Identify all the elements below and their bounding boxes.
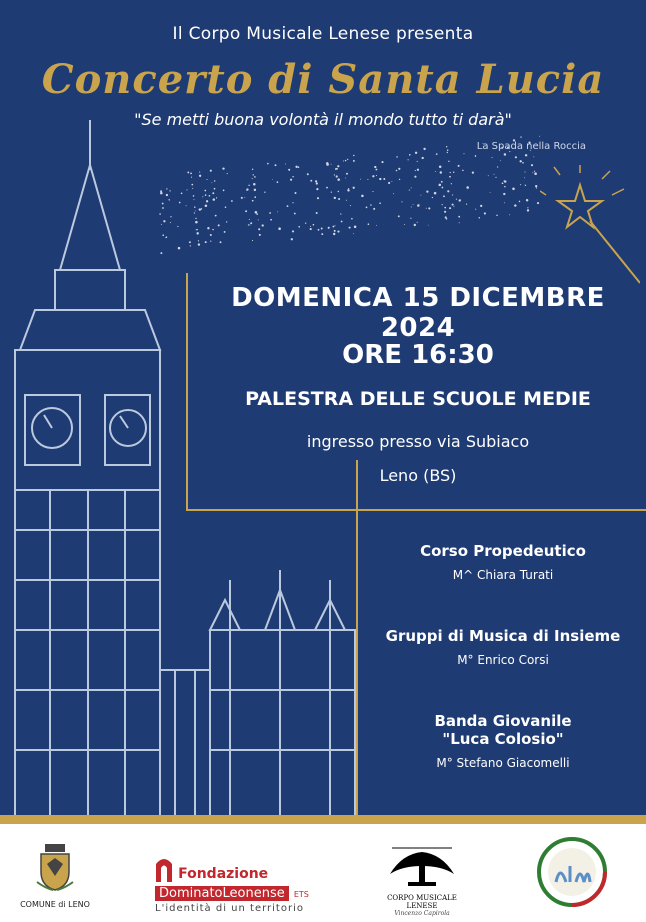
sparkle-dot (388, 182, 390, 184)
sparkle-dot (391, 181, 392, 182)
sparkle-dot (458, 216, 460, 218)
sparkle-dot (426, 190, 428, 192)
sparkle-dot (463, 153, 464, 154)
sparkle-dot (453, 206, 454, 207)
sponsor-footer (0, 824, 646, 922)
sparkle-dot (367, 179, 368, 180)
sparkle-dot (502, 182, 504, 184)
program-master: M° Stefano Giacomelli (436, 756, 570, 770)
sparkle-dot (396, 156, 398, 158)
sparkle-dot (422, 157, 424, 159)
sparkle-dot (411, 187, 412, 188)
sparkle-dot (524, 177, 525, 178)
sparkle-dot (525, 185, 526, 186)
sparkle-dot (531, 164, 533, 166)
sparkle-dot (398, 168, 400, 170)
sparkle-dot (379, 202, 381, 204)
coat-of-arms-icon (35, 842, 75, 892)
sparkle-dot (401, 201, 402, 202)
event-venue: PALESTRA DELLE SCUOLE MEDIE (245, 388, 591, 410)
sparkle-dot (376, 175, 377, 176)
gold-divider-vertical-lower (356, 460, 358, 815)
sparkle-dot (500, 160, 501, 161)
fondazione-logo (155, 854, 320, 914)
sparkle-dot (410, 218, 411, 219)
sparkle-dot (472, 171, 474, 173)
presenter-line: Il Corpo Musicale Lenese presenta (172, 24, 474, 44)
sparkle-dot (504, 202, 505, 203)
sparkle-dot (366, 207, 368, 209)
program-subtitle: "Luca Colosio" (442, 730, 564, 748)
sparkle-dot (488, 175, 489, 176)
sparkle-dot (453, 171, 454, 172)
association-seal-icon (536, 836, 608, 908)
sparkle-dot (415, 170, 416, 171)
sparkle-dot (494, 174, 495, 175)
sparkle-dot (446, 146, 447, 147)
sparkle-dot (444, 211, 446, 213)
program-item (360, 712, 646, 770)
sparkle-dot (527, 209, 529, 211)
dominato-word: DominatoLeonense (155, 886, 289, 901)
sparkle-dot (535, 185, 537, 187)
sparkle-dot (495, 177, 496, 178)
program-item (360, 542, 646, 582)
sparkle-dot (373, 208, 375, 210)
sparkle-dot (514, 204, 516, 206)
fondazione-word: Fondazione (178, 866, 269, 882)
sparkle-dot (475, 209, 476, 210)
sparkle-dot (426, 208, 427, 209)
magic-wand-star-icon (540, 165, 640, 285)
sparkle-dot (383, 178, 385, 180)
sparkle-dot (411, 207, 412, 208)
cml-name: CORPO MUSICALE LENESE (387, 894, 457, 910)
sparkle-dot (404, 224, 405, 225)
sparkle-dot (439, 166, 442, 169)
sparkle-dot (417, 222, 418, 223)
sparkle-dot (374, 166, 376, 168)
sparkle-dot (484, 212, 486, 214)
sparkle-dot (396, 170, 398, 172)
sparkle-dot (372, 191, 373, 192)
sparkle-dot (360, 179, 361, 180)
cml-subtitle: Vincenzo Capirola (394, 910, 450, 917)
concert-title: Concerto di Santa Lucia (41, 56, 605, 103)
big-ben-sketch (0, 110, 360, 820)
event-entrance: ingresso presso via Subiaco (306, 432, 530, 451)
program-master: M° Enrico Corsi (457, 653, 549, 667)
sparkle-dot (413, 204, 414, 205)
sparkle-dot (533, 156, 534, 157)
sparkle-dot (370, 204, 372, 206)
sparkle-dot (496, 215, 497, 216)
sparkle-dot (527, 207, 528, 208)
sparkle-dot (414, 176, 416, 178)
sparkle-dot (375, 169, 377, 171)
sparkle-dot (436, 153, 438, 155)
sparkle-dot (434, 192, 437, 195)
sparkle-dot (447, 149, 449, 151)
program-master: M^ Chiara Turati (452, 568, 554, 582)
sparkle-dot (368, 223, 370, 225)
ets-word: ETS (293, 890, 309, 899)
sparkle-dot (466, 186, 469, 189)
sparkle-dot (459, 199, 461, 201)
sparkle-dot (442, 204, 443, 205)
gold-divider-horizontal (186, 509, 646, 511)
sparkle-dot (539, 136, 540, 137)
sparkle-dot (452, 194, 453, 195)
cml-logo (372, 844, 472, 917)
sparkle-dot (432, 197, 433, 198)
sparkle-dot (448, 161, 449, 162)
sparkle-dot (526, 199, 528, 201)
sparkle-dot (490, 192, 491, 193)
sparkle-dot (534, 171, 535, 172)
sparkle-dot (449, 207, 451, 209)
program-group: Banda Giovanile (434, 712, 572, 730)
sparkle-dot (534, 172, 537, 175)
sparkle-dot (447, 190, 449, 192)
sparkle-dot (443, 195, 445, 197)
comune-caption: COMUNE di LENO (20, 900, 90, 909)
sparkle-dot (462, 170, 464, 172)
sparkle-dot (361, 195, 364, 198)
sparkle-dot (409, 154, 411, 156)
sparkle-dot (466, 203, 467, 204)
sparkle-dot (376, 225, 377, 226)
sparkle-dot (442, 187, 444, 189)
sparkle-dot (440, 171, 442, 173)
sparkle-dot (509, 214, 510, 215)
quote-source: La Spada nella Roccia (476, 141, 586, 152)
sparkle-dot (525, 154, 527, 156)
sparkle-dot (450, 172, 451, 173)
sparkle-dot (420, 195, 421, 196)
abbm-logo (536, 836, 608, 912)
sparkle-dot (524, 171, 525, 172)
lyre-icon (382, 844, 462, 888)
sparkle-dot (479, 217, 481, 219)
sparkle-dot (444, 207, 446, 209)
sparkle-dot (503, 193, 505, 195)
sparkle-dot (414, 224, 416, 226)
sparkle-dot (451, 183, 452, 184)
sparkle-dot (417, 169, 419, 171)
sparkle-dot (408, 159, 409, 160)
sparkle-dot (520, 184, 521, 185)
sparkle-dot (393, 193, 394, 194)
sparkle-dot (428, 225, 429, 226)
sparkle-dot (497, 166, 498, 167)
sparkle-dot (515, 156, 517, 158)
event-date: DOMENICA 15 DICEMBRE 2024 (231, 283, 605, 343)
sparkle-dot (492, 157, 493, 158)
program-group: Corso Propedeutico (420, 542, 586, 560)
sparkle-dot (435, 171, 436, 172)
sparkle-dot (475, 155, 476, 156)
event-time: ORE 16:30 (342, 340, 494, 370)
sparkle-dot (417, 204, 419, 206)
sparkle-dot (447, 152, 448, 153)
sparkle-dot (504, 153, 506, 155)
quote: "Se metti buona volontà il mondo tutto ti darà" (134, 110, 512, 129)
arch-icon (155, 854, 173, 882)
comune-logo (20, 842, 90, 909)
sparkle-dot (398, 215, 400, 217)
sparkle-dot (372, 175, 374, 177)
sparkle-dot (537, 202, 539, 204)
sparkle-dot (409, 190, 410, 191)
sparkle-dot (445, 216, 447, 218)
sparkle-dot (423, 148, 425, 150)
sparkle-dot (381, 161, 383, 163)
sparkle-dot (379, 178, 381, 180)
sparkle-dot (532, 172, 533, 173)
sparkle-dot (449, 176, 451, 178)
sparkle-dot (415, 152, 417, 154)
sparkle-dot (480, 205, 482, 207)
sparkle-dot (417, 161, 418, 162)
sparkle-dot (428, 207, 430, 209)
sparkle-dot (459, 222, 460, 223)
sparkle-dot (439, 184, 442, 187)
sparkle-dot (512, 188, 515, 191)
sparkle-dot (520, 136, 521, 137)
sparkle-dot (504, 180, 506, 182)
sparkle-dot (504, 186, 506, 188)
gold-divider-vertical (186, 273, 188, 511)
sparkle-dot (399, 179, 400, 180)
sparkle-dot (452, 204, 454, 206)
sparkle-dot (519, 201, 521, 203)
gold-bar (0, 815, 646, 824)
sparkle-dot (522, 162, 524, 164)
sparkle-dot (441, 181, 443, 183)
sparkle-dot (458, 165, 460, 167)
sparkle-dot (536, 188, 537, 189)
program-group: Gruppi di Musica di Insieme (385, 627, 621, 645)
fondazione-tagline: L'identità di un territorio (155, 903, 304, 914)
sparkle-dot (456, 199, 457, 200)
program-item (360, 627, 646, 667)
event-town: Leno (BS) (379, 466, 457, 485)
sparkle-dot (520, 160, 522, 162)
